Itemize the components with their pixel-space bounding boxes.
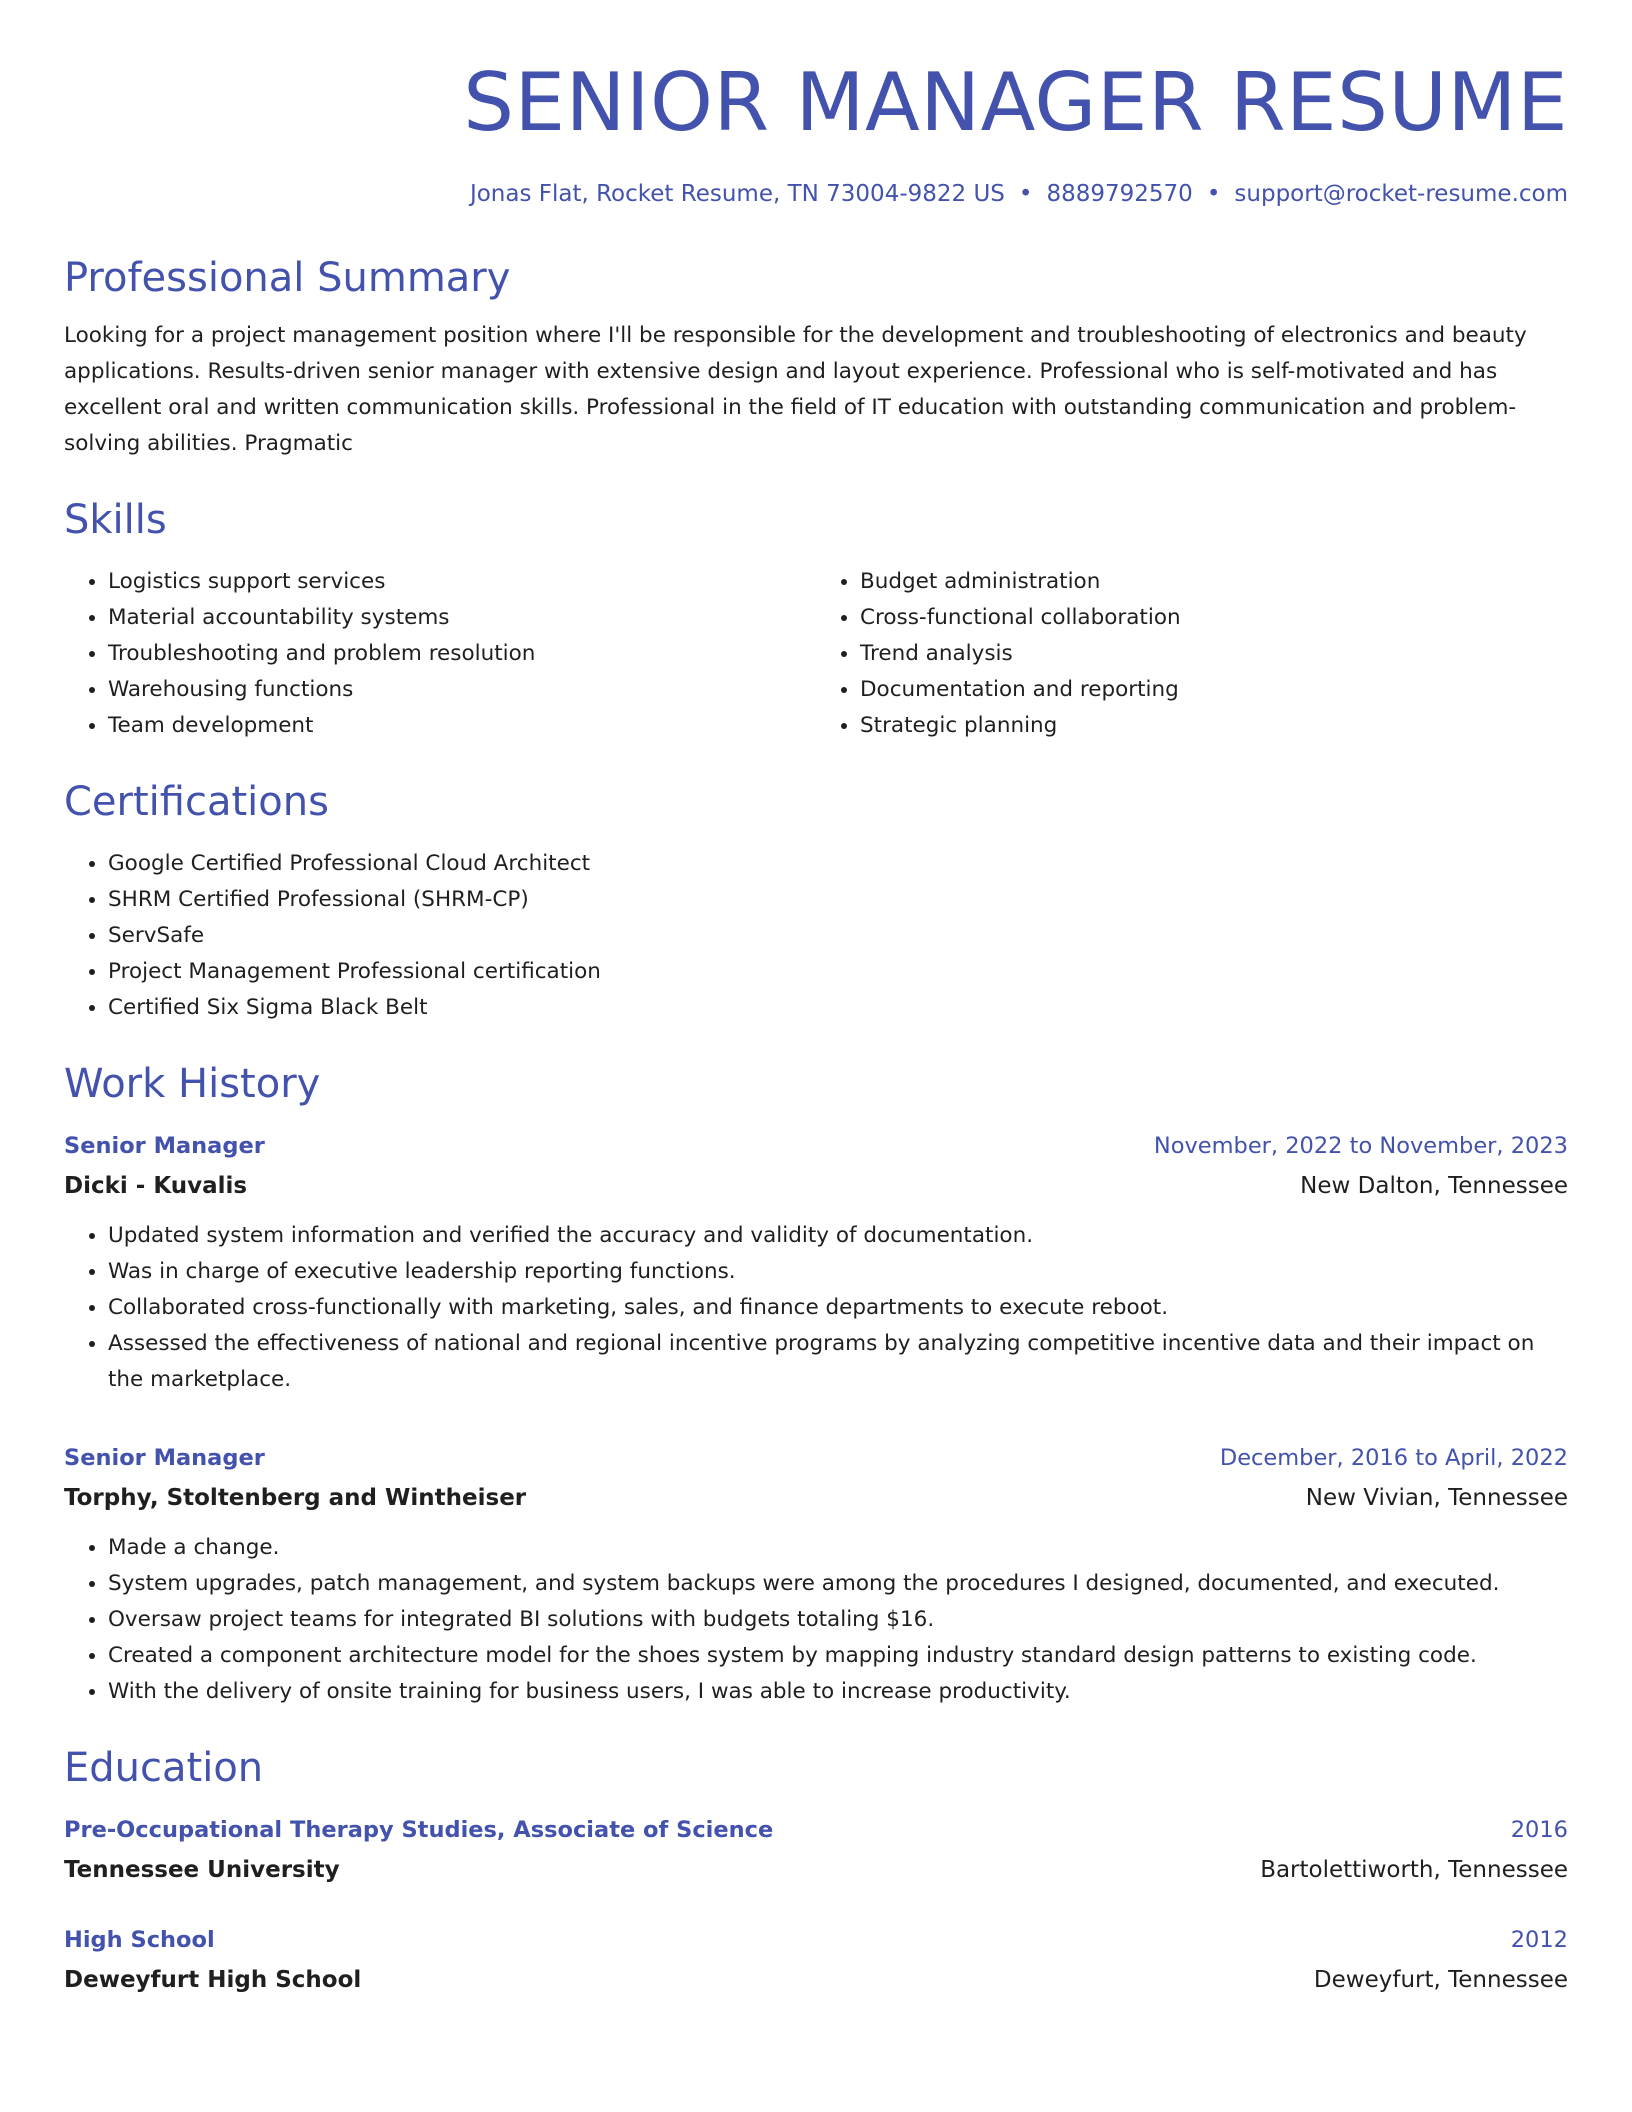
job-bullets: [64, 1530, 1568, 1710]
job-employer-row: [64, 1166, 1568, 1206]
certification-item: • Certified Six Sigma Black Belt: [108, 990, 1568, 1026]
education-school-row: [64, 1960, 1568, 2000]
education-header-row: [64, 1810, 1568, 1850]
job-bullet: • System upgrades, patch management, and system backups were among the procedures I designed, documented, and executed.: [108, 1566, 1568, 1602]
contact-separator: •: [1018, 181, 1033, 207]
skills-columns: [64, 564, 1568, 744]
job-role: Senior Manager: [64, 1133, 265, 1159]
certifications-heading: Certifications: [64, 779, 329, 825]
job-header-row: [64, 1126, 1568, 1166]
skill-item: • Cross-functional collaboration: [860, 600, 1568, 636]
certification-item: • Project Management Professional certification: [108, 954, 1568, 990]
skill-item: • Trend analysis: [860, 636, 1568, 672]
work-history-heading: Work History: [64, 1061, 321, 1107]
job-bullet: • Oversaw project teams for integrated BI solutions with budgets totaling $16.: [108, 1602, 1568, 1638]
job-dates: December, 2016 to April, 2022: [1219, 1445, 1568, 1471]
education-degree: Pre-Occupational Therapy Studies, Associate of Science: [64, 1817, 774, 1843]
job-entry: [64, 1126, 1568, 1398]
skills-heading: Skills: [64, 497, 167, 543]
education-year: 2016: [1510, 1817, 1568, 1843]
skill-item: • Team development: [108, 708, 816, 744]
job-location: New Dalton, Tennessee: [1300, 1173, 1568, 1199]
education-year: 2012: [1510, 1927, 1568, 1953]
education-heading: Education: [64, 1745, 264, 1791]
job-bullet: • Updated system information and verified the accuracy and validity of documentation.: [108, 1218, 1568, 1254]
contact-email: support@rocket-resume.com: [1234, 181, 1568, 207]
skills-list-right: [816, 564, 1568, 744]
skill-item: • Documentation and reporting: [860, 672, 1568, 708]
job-bullet: • Was in charge of executive leadership reporting functions.: [108, 1254, 1568, 1290]
resume-title: SENIOR MANAGER RESUME: [463, 56, 1568, 149]
job-bullet: • With the delivery of onsite training for business users, I was able to increase productivity.: [108, 1674, 1568, 1710]
education-location: Bartolettiworth, Tennessee: [1260, 1857, 1568, 1883]
job-bullets: [64, 1218, 1568, 1398]
job-bullet: • Created a component architecture model for the shoes system by mapping industry standard design patterns to existing code.: [108, 1638, 1568, 1674]
contact-address: Jonas Flat, Rocket Resume, TN 73004-9822 US: [469, 181, 1005, 207]
contact-separator: •: [1206, 181, 1221, 207]
certification-item: • ServSafe: [108, 918, 1568, 954]
skill-item: • Strategic planning: [860, 708, 1568, 744]
summary-heading: Professional Summary: [64, 255, 511, 301]
certification-item: • SHRM Certified Professional (SHRM-CP): [108, 882, 1568, 918]
skill-item: • Logistics support services: [108, 564, 816, 600]
certifications-list: [64, 846, 1568, 1026]
education-degree: High School: [64, 1927, 215, 1953]
job-employer: Dicki - Kuvalis: [64, 1173, 248, 1199]
job-role: Senior Manager: [64, 1445, 265, 1471]
certification-item: • Google Certified Professional Cloud Architect: [108, 846, 1568, 882]
job-employer: Torphy, Stoltenberg and Wintheiser: [64, 1485, 527, 1511]
work-history-section: [64, 1056, 1568, 1710]
certifications-section: [64, 774, 1568, 1026]
education-location: Deweyfurt, Tennessee: [1313, 1967, 1568, 1993]
job-location: New Vivian, Tennessee: [1305, 1485, 1568, 1511]
contact-line: [64, 176, 1568, 212]
education-school: Deweyfurt High School: [64, 1967, 362, 1993]
skill-item: • Budget administration: [860, 564, 1568, 600]
job-bullet: • Collaborated cross-functionally with marketing, sales, and finance departments to execute reboot.: [108, 1290, 1568, 1326]
skill-item: • Material accountability systems: [108, 600, 816, 636]
job-header-row: [64, 1438, 1568, 1478]
skill-item: • Troubleshooting and problem resolution: [108, 636, 816, 672]
job-entry: [64, 1438, 1568, 1710]
education-header-row: [64, 1920, 1568, 1960]
contact-phone: 8889792570: [1046, 181, 1193, 207]
skill-item: • Warehousing functions: [108, 672, 816, 708]
job-bullet: • Assessed the effectiveness of national and regional incentive programs by analyzing competitive incentive data and their impact on the marketplace.: [108, 1326, 1568, 1398]
education-entry: [64, 1810, 1568, 1890]
education-school-row: [64, 1850, 1568, 1890]
job-dates: November, 2022 to November, 2023: [1153, 1133, 1568, 1159]
skills-list-left: [64, 564, 816, 744]
job-bullet: • Made a change.: [108, 1530, 1568, 1566]
education-school: Tennessee University: [64, 1857, 340, 1883]
resume-header: [64, 48, 1568, 212]
education-entry: [64, 1920, 1568, 2000]
education-section: [64, 1740, 1568, 2000]
skills-section: [64, 492, 1568, 744]
summary-text: Looking for a project management position where I'll be responsible for the development and troubleshooting of electronics and beauty applications. Results-driven senior manager with extensive design and layout experience. Professional who is self-motivated and has excellent oral and written communication skills. Professional in the field of IT education with outstanding communication and problem-solving abilities. Pragmatic: [64, 323, 1527, 456]
summary-section: [64, 250, 1568, 462]
job-employer-row: [64, 1478, 1568, 1518]
